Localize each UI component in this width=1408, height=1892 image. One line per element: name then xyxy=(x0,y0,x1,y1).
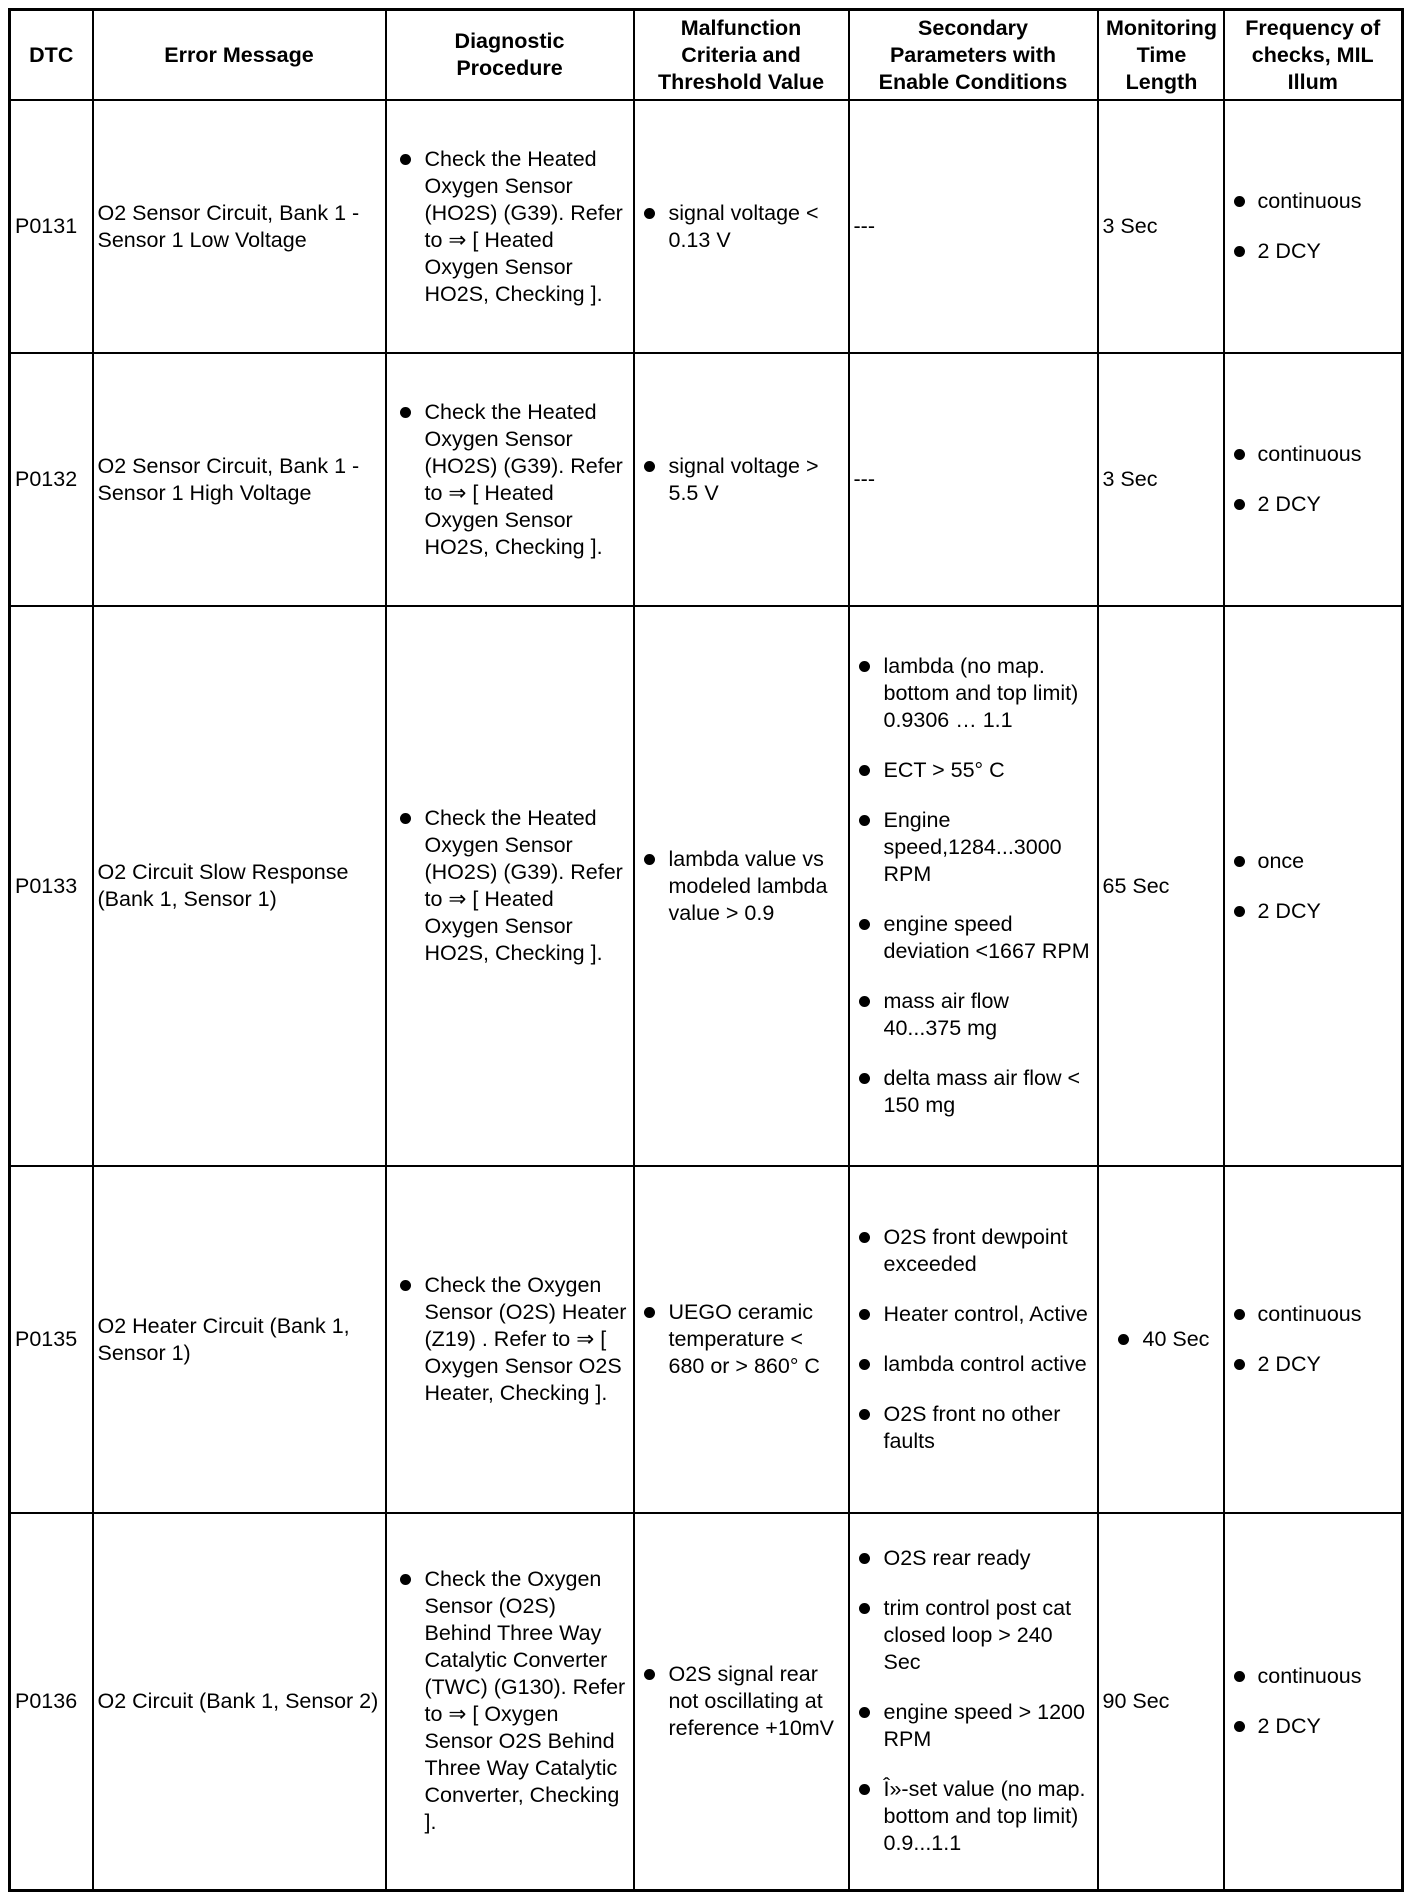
frequency-item: 2 DCY xyxy=(1229,1713,1398,1740)
monitoring-time-cell xyxy=(1098,1166,1224,1513)
secondary-cell xyxy=(849,606,1098,1166)
secondary-item: trim control post cat closed loop > 240 Sec xyxy=(854,1595,1093,1676)
monitoring-time-item: 40 Sec xyxy=(1113,1326,1219,1353)
header-diagnostic-procedure-text: Diagnostic Procedure xyxy=(454,29,565,80)
secondary-item: O2S front no other faults xyxy=(854,1401,1093,1455)
secondary-cell: --- xyxy=(849,353,1098,606)
procedure-cell xyxy=(386,606,634,1166)
table-row xyxy=(10,1166,1403,1513)
secondary-item: ECT > 55° C xyxy=(854,757,1093,784)
error-message-cell: O2 Sensor Circuit, Bank 1 - Sensor 1 Low Voltage xyxy=(93,100,386,353)
criteria-item: O2S signal rear not oscillating at reference +10mV xyxy=(639,1661,844,1742)
header-malfunction-criteria xyxy=(634,10,849,101)
criteria-cell xyxy=(634,1166,849,1513)
monitoring-time-cell: 65 Sec xyxy=(1098,606,1224,1166)
criteria-cell xyxy=(634,606,849,1166)
table-row xyxy=(10,606,1403,1166)
procedure-cell xyxy=(386,1166,634,1513)
criteria-cell xyxy=(634,1513,849,1890)
secondary-item: lambda control active xyxy=(854,1351,1093,1378)
frequency-cell xyxy=(1224,606,1403,1166)
header-row xyxy=(10,10,1403,101)
dtc-cell: P0133 xyxy=(10,606,93,1166)
secondary-item: Î»-set value (no map. bottom and top limit) 0.9...1.1 xyxy=(854,1776,1093,1857)
page xyxy=(8,8,1404,1892)
monitoring-time-cell: 3 Sec xyxy=(1098,353,1224,606)
header-secondary-parameters-text: Secondary Parameters with Enable Conditions xyxy=(878,15,1068,94)
frequency-cell xyxy=(1224,1166,1403,1513)
secondary-item: lambda (no map. bottom and top limit) 0.9306 … 1.1 xyxy=(854,653,1093,734)
header-error-message: Error Message xyxy=(93,10,386,101)
procedure-cell xyxy=(386,1513,634,1890)
secondary-item: Heater control, Active xyxy=(854,1301,1093,1328)
frequency-item: continuous xyxy=(1229,1301,1398,1328)
dtc-cell: P0136 xyxy=(10,1513,93,1890)
frequency-item: 2 DCY xyxy=(1229,898,1398,925)
criteria-cell xyxy=(634,353,849,606)
criteria-item: UEGO ceramic temperature < 680 or > 860° C xyxy=(639,1299,844,1380)
table-row xyxy=(10,353,1403,606)
frequency-item: 2 DCY xyxy=(1229,491,1398,518)
header-frequency-text: Frequency of checks, MIL Illum xyxy=(1245,15,1381,94)
procedure-item: Check the Oxygen Sensor (O2S) Heater (Z19) . Refer to ⇒ [ Oxygen Sensor O2S Heater, Checking ]. xyxy=(395,1272,629,1407)
secondary-item: mass air flow 40...375 mg xyxy=(854,988,1093,1042)
header-secondary-parameters xyxy=(849,10,1098,101)
frequency-item: once xyxy=(1229,848,1398,875)
frequency-item: continuous xyxy=(1229,441,1398,468)
header-monitoring-time xyxy=(1098,10,1224,101)
error-message-cell: O2 Sensor Circuit, Bank 1 - Sensor 1 High Voltage xyxy=(93,353,386,606)
secondary-cell: --- xyxy=(849,100,1098,353)
criteria-item: lambda value vs modeled lambda value > 0.9 xyxy=(639,846,844,927)
header-malfunction-criteria-text: Malfunction Criteria and Threshold Value xyxy=(657,15,825,94)
criteria-item: signal voltage < 0.13 V xyxy=(639,200,844,254)
frequency-item: continuous xyxy=(1229,188,1398,215)
frequency-cell xyxy=(1224,1513,1403,1890)
dtc-cell: P0131 xyxy=(10,100,93,353)
secondary-cell xyxy=(849,1166,1098,1513)
procedure-item: Check the Heated Oxygen Sensor (HO2S) (G39). Refer to ⇒ [ Heated Oxygen Sensor HO2S, Checking ]. xyxy=(395,805,629,967)
header-dtc: DTC xyxy=(10,10,93,101)
secondary-item: engine speed > 1200 RPM xyxy=(854,1699,1093,1753)
dtc-cell: P0135 xyxy=(10,1166,93,1513)
secondary-item: O2S front dewpoint exceeded xyxy=(854,1224,1093,1278)
secondary-item: engine speed deviation <1667 RPM xyxy=(854,911,1093,965)
criteria-cell xyxy=(634,100,849,353)
header-frequency xyxy=(1224,10,1403,101)
frequency-cell xyxy=(1224,100,1403,353)
error-message-cell: O2 Circuit (Bank 1, Sensor 2) xyxy=(93,1513,386,1890)
procedure-item: Check the Heated Oxygen Sensor (HO2S) (G39). Refer to ⇒ [ Heated Oxygen Sensor HO2S, Checking ]. xyxy=(395,146,629,308)
monitoring-time-cell: 3 Sec xyxy=(1098,100,1224,353)
dtc-table xyxy=(8,8,1404,1892)
procedure-item: Check the Heated Oxygen Sensor (HO2S) (G39). Refer to ⇒ [ Heated Oxygen Sensor HO2S, Checking ]. xyxy=(395,399,629,561)
frequency-item: 2 DCY xyxy=(1229,238,1398,265)
error-message-cell: O2 Circuit Slow Response (Bank 1, Sensor 1) xyxy=(93,606,386,1166)
table-row xyxy=(10,1513,1403,1890)
dtc-cell: P0132 xyxy=(10,353,93,606)
secondary-item: delta mass air flow < 150 mg xyxy=(854,1065,1093,1119)
table-row xyxy=(10,100,1403,353)
frequency-item: 2 DCY xyxy=(1229,1351,1398,1378)
procedure-cell xyxy=(386,100,634,353)
secondary-item: O2S rear ready xyxy=(854,1545,1093,1572)
frequency-cell xyxy=(1224,353,1403,606)
header-diagnostic-procedure xyxy=(386,10,634,101)
procedure-item: Check the Oxygen Sensor (O2S) Behind Three Way Catalytic Converter (TWC) (G130). Refer to ⇒ [ Oxygen Sensor O2S Behind Three Way Catalytic Converter, Checking ]. xyxy=(395,1566,629,1836)
procedure-cell xyxy=(386,353,634,606)
secondary-cell xyxy=(849,1513,1098,1890)
secondary-item: Engine speed,1284...3000 RPM xyxy=(854,807,1093,888)
error-message-cell: O2 Heater Circuit (Bank 1, Sensor 1) xyxy=(93,1166,386,1513)
header-monitoring-time-text: Monitoring Time Length xyxy=(1105,15,1218,94)
monitoring-time-cell: 90 Sec xyxy=(1098,1513,1224,1890)
frequency-item: continuous xyxy=(1229,1663,1398,1690)
criteria-item: signal voltage > 5.5 V xyxy=(639,453,844,507)
